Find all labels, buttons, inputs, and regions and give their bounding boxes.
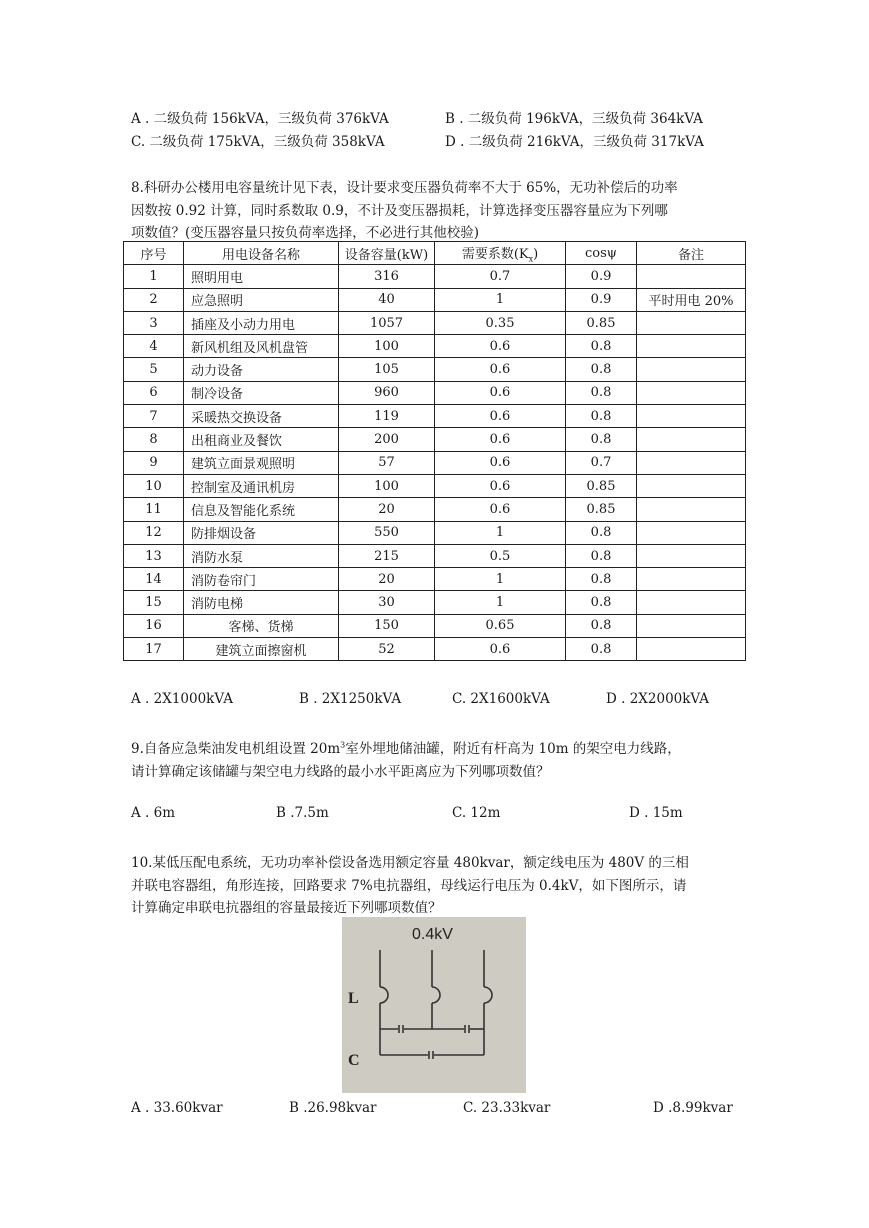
cell-equipment-name: 插座及小动力用电 [184,311,339,334]
cell-capacity: 550 [339,521,435,544]
cell-note [637,614,746,637]
figure-voltage-label: 0.4kV [412,926,453,943]
cell-demand-factor: 0.6 [435,428,566,451]
table-row [124,265,746,288]
q8-text-line-3: 项数值？(变压器容量只按负荷率选择，不必进行其他校验) [131,225,480,241]
q8-text-line-2: 因数按 0.92 计算，同时系数取 0.9，不计及变压器损耗，计算选择变压器容量应为下列哪 [131,203,668,219]
cell-cos: 0.7 [566,451,637,474]
cell-demand-factor: 0.6 [435,638,566,661]
cell-cos: 0.8 [566,381,637,404]
cell-no: 15 [124,591,184,614]
q8-option-d[interactable]: D . 2X2000kVA [606,691,710,707]
table-row [124,288,746,311]
cell-no: 9 [124,451,184,474]
figure-label-l: L [348,990,359,1007]
table-row [124,591,746,614]
cell-no: 8 [124,428,184,451]
cell-demand-factor: 0.6 [435,474,566,497]
cell-demand-factor: 0.6 [435,451,566,474]
q7-option-d[interactable]: D . 二级负荷 216kVA，三级负荷 317kVA [445,134,704,150]
cell-no: 12 [124,521,184,544]
cell-capacity: 20 [339,498,435,521]
figure-label-c: C [348,1052,360,1069]
cell-note [637,311,746,334]
table-row [124,335,746,358]
circuit-figure [342,917,526,1093]
header-cos: cosψ [566,242,637,265]
cell-cos: 0.8 [566,428,637,451]
cell-cos: 0.8 [566,544,637,567]
q8-text-line-1: 8.科研办公楼用电容量统计见下表，设计要求变压器负荷率不大于 65%，无功补偿后的功率 [131,180,678,196]
cell-equipment-name: 消防水泵 [184,544,339,567]
header-name: 用电设备名称 [184,242,339,265]
cell-equipment-name: 采暖热交换设备 [184,405,339,428]
cell-no: 4 [124,335,184,358]
cell-no: 2 [124,288,184,311]
cell-no: 14 [124,568,184,591]
q9-superscript: 3 [340,740,346,750]
cell-equipment-name: 制冷设备 [184,381,339,404]
cell-cos: 0.8 [566,568,637,591]
q10-text-line-2: 并联电容器组，角形连接，回路要求 7%电抗器组，母线运行电压为 0.4kV，如下图所示，请 [131,878,687,894]
cell-capacity: 215 [339,544,435,567]
cell-capacity: 150 [339,614,435,637]
cell-note: 平时用电 20% [637,288,746,311]
cell-cos: 0.85 [566,474,637,497]
cell-note [637,335,746,358]
cell-note [637,474,746,497]
cell-capacity: 105 [339,358,435,381]
table-row [124,544,746,567]
cell-no: 3 [124,311,184,334]
q8-option-b[interactable]: B . 2X1250kVA [299,691,402,707]
q9-text-line-1: 9.自备应急柴油发电机组设置 $20m^3$室外埋地储油罐，附近有杆高为 10m 的架空电力线路， [131,740,681,757]
cell-capacity: 100 [339,474,435,497]
cell-equipment-name: 新风机组及风机盘管 [184,335,339,358]
table-row [124,474,746,497]
cell-demand-factor: 1 [435,591,566,614]
cell-demand-factor: 1 [435,568,566,591]
table-row [124,428,746,451]
cell-cos: 0.9 [566,265,637,288]
cell-no: 11 [124,498,184,521]
table-row [124,381,746,404]
table-row [124,521,746,544]
cell-no: 10 [124,474,184,497]
q7-option-c[interactable]: C. 二级负荷 175kVA，三级负荷 358kVA [131,134,385,150]
cell-equipment-name: 防排烟设备 [184,521,339,544]
table-row [124,638,746,661]
cell-equipment-name: 消防卷帘门 [184,568,339,591]
q9-option-b[interactable]: B .7.5m [276,805,329,821]
cell-note [637,265,746,288]
cell-demand-factor: 0.6 [435,358,566,381]
cell-demand-factor: 0.6 [435,405,566,428]
q10-option-c[interactable]: C. 23.33kvar [463,1100,551,1116]
cell-no: 7 [124,405,184,428]
q9-text-line-2: 请计算确定该储罐与架空电力线路的最小水平距离应为下列哪项数值？ [131,764,550,780]
table-row [124,451,746,474]
cell-demand-factor: 1 [435,521,566,544]
cell-demand-factor: 0.6 [435,381,566,404]
cell-equipment-name: 客梯、货梯 [184,614,339,637]
circuit-diagram [342,917,526,1093]
cell-capacity: 119 [339,405,435,428]
cell-cos: 0.8 [566,335,637,358]
cell-note [637,498,746,521]
q8-option-a[interactable]: A . 2X1000kVA [131,691,233,707]
cell-note [637,521,746,544]
cell-demand-factor: 1 [435,288,566,311]
table-row [124,498,746,521]
cell-no: 13 [124,544,184,567]
cell-cos: 0.9 [566,288,637,311]
cell-cos: 0.85 [566,311,637,334]
table-header-row [124,242,746,265]
cell-equipment-name: 消防电梯 [184,591,339,614]
cell-equipment-name: 建筑立面景观照明 [184,451,339,474]
cell-demand-factor: 0.7 [435,265,566,288]
cell-capacity: 30 [339,591,435,614]
header-demand-factor: 需要系数$(K_x)$ [435,242,566,265]
cell-no: 16 [124,614,184,637]
q10-text-line-3: 计算确定串联电抗器组的容量最接近下列哪项数值？ [131,900,442,916]
q8-option-c[interactable]: C. 2X1600kVA [452,691,550,707]
q9-option-a[interactable]: A . 6m [131,805,176,821]
cell-demand-factor: 0.6 [435,498,566,521]
q9-option-c[interactable]: C. 12m [452,805,501,821]
q10-option-a[interactable]: A . 33.60kvar [131,1100,223,1116]
cell-no: 6 [124,381,184,404]
cell-note [637,638,746,661]
cell-note [637,428,746,451]
table-row [124,405,746,428]
q10-option-d[interactable]: D .8.99kvar [653,1100,733,1116]
cell-note [637,358,746,381]
cell-capacity: 40 [339,288,435,311]
cell-cos: 0.85 [566,498,637,521]
cell-note [637,544,746,567]
table-row [124,614,746,637]
cell-note [637,381,746,404]
q7-option-a[interactable]: A . 二级负荷 156kVA，三级负荷 376kVA [131,111,389,127]
cell-capacity: 1057 [339,311,435,334]
cell-no: 1 [124,265,184,288]
cell-note [637,591,746,614]
table-row [124,358,746,381]
cell-note [637,568,746,591]
cell-demand-factor: 0.35 [435,311,566,334]
cell-capacity: 200 [339,428,435,451]
cell-equipment-name: 控制室及通讯机房 [184,474,339,497]
header-capacity: 设备容量(kW) [339,242,435,265]
cell-equipment-name: 动力设备 [184,358,339,381]
table-body [124,265,746,661]
cell-equipment-name: 照明用电 [184,265,339,288]
cell-equipment-name: 应急照明 [184,288,339,311]
load-table [123,241,746,661]
cell-capacity: 960 [339,381,435,404]
cell-cos: 0.8 [566,638,637,661]
cell-equipment-name: 出租商业及餐饮 [184,428,339,451]
cell-equipment-name: 信息及智能化系统 [184,498,339,521]
cell-cos: 0.8 [566,521,637,544]
cell-capacity: 20 [339,568,435,591]
cell-cos: 0.8 [566,405,637,428]
cell-note [637,451,746,474]
header-no: 序号 [124,242,184,265]
cell-cos: 0.8 [566,591,637,614]
cell-equipment-name: 建筑立面擦窗机 [184,638,339,661]
cell-capacity: 316 [339,265,435,288]
cell-demand-factor: 0.6 [435,335,566,358]
header-note: 备注 [637,242,746,265]
cell-demand-factor: 0.5 [435,544,566,567]
cell-no: 17 [124,638,184,661]
cell-cos: 0.8 [566,358,637,381]
table-row [124,568,746,591]
q7-option-b[interactable]: B . 二级负荷 196kVA，三级负荷 364kVA [445,111,703,127]
q10-option-b[interactable]: B .26.98kvar [289,1100,377,1116]
cell-no: 5 [124,358,184,381]
table-row [124,311,746,334]
cell-note [637,405,746,428]
cell-demand-factor: 0.65 [435,614,566,637]
cell-capacity: 100 [339,335,435,358]
cell-cos: 0.8 [566,614,637,637]
cell-capacity: 52 [339,638,435,661]
cell-capacity: 57 [339,451,435,474]
q10-text-line-1: 10.某低压配电系统，无功功率补偿设备选用额定容量 480kvar，额定线电压为 480V 的三相 [131,855,689,871]
q9-option-d[interactable]: D . 15m [629,805,683,821]
